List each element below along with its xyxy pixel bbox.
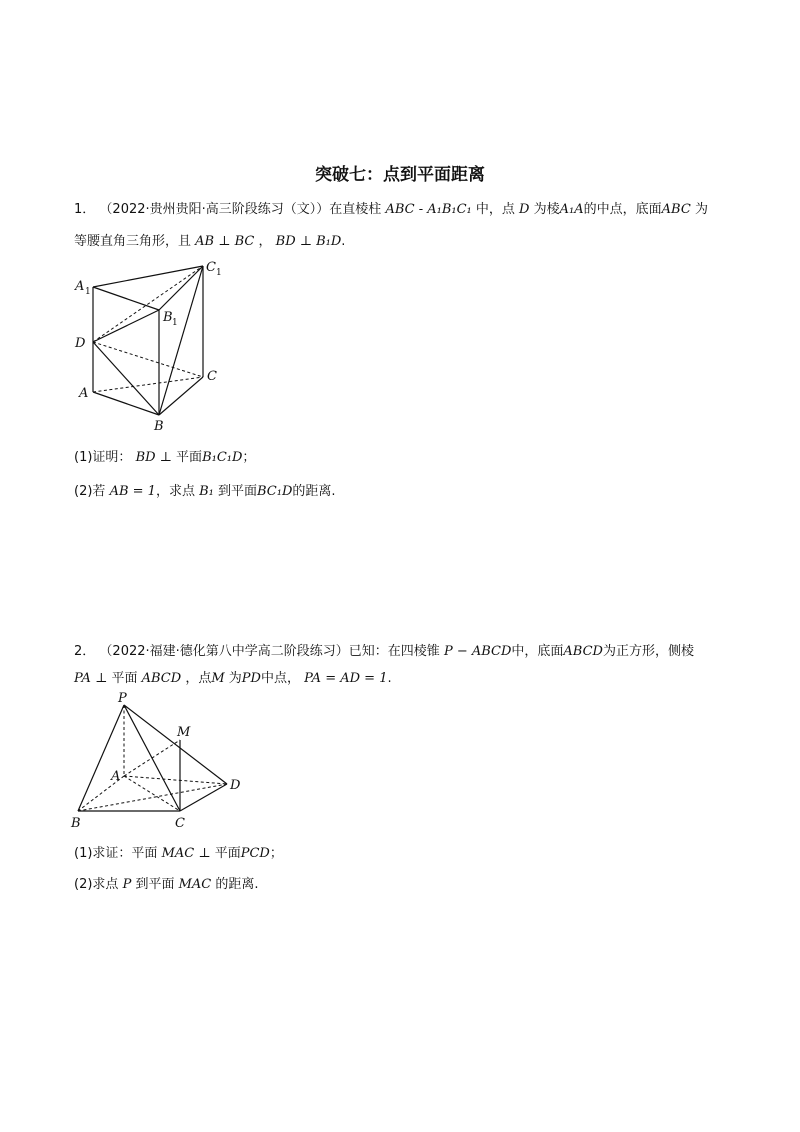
text: 为	[694, 202, 708, 217]
section-title: 突破七：点到平面距离	[315, 165, 485, 185]
text: 到平面	[135, 877, 175, 892]
math-A1A: A₁A	[559, 202, 584, 217]
edge-AC	[124, 776, 180, 811]
math-cond2: BD ⊥ B₁D	[275, 234, 342, 249]
label-A: A	[111, 769, 121, 784]
label-C1: C	[206, 260, 216, 275]
label-D: D	[230, 778, 241, 793]
math-D: D	[519, 202, 530, 217]
edge-DB1	[93, 310, 159, 342]
text: 平面	[111, 671, 138, 686]
text: 已知：在四棱锥	[348, 644, 440, 659]
text: 中，底面	[511, 644, 564, 659]
math-q2-3: BC₁D	[257, 484, 293, 499]
text: (1)证明：	[74, 450, 132, 465]
text: 等腰直角三角形，且	[74, 234, 192, 249]
math-q1-1: BD ⊥	[135, 450, 172, 465]
text: 平面	[176, 450, 203, 465]
problem2-source: （2022·福建·德化第八中学高二阶段练习）	[99, 644, 349, 659]
text: 到平面	[218, 484, 258, 499]
text: 的距离.	[215, 877, 259, 892]
label-B: B	[154, 419, 164, 434]
text: 为	[228, 671, 242, 686]
prism-figure	[70, 255, 230, 435]
text: .	[387, 671, 392, 686]
text: (2)求点	[74, 877, 119, 892]
math-eq: PA = AD = 1	[304, 671, 388, 686]
label-D: D	[75, 336, 86, 351]
math-q2-2: B₁	[199, 484, 214, 499]
label-B1-sub: 1	[172, 318, 178, 328]
math-PD: PD	[241, 671, 261, 686]
text: ；	[269, 846, 283, 861]
math-PA: PA ⊥	[74, 671, 108, 686]
math-prism: ABC - A₁B₁C₁	[385, 202, 472, 217]
text: (2)若	[74, 484, 106, 499]
math-ABCD: ABCD	[141, 671, 182, 686]
problem1-line2	[74, 230, 345, 249]
problem1-source: （2022·贵州贵阳·高三阶段练习（文））	[99, 202, 330, 217]
text: (1)求证：平面	[74, 846, 158, 861]
edge-BC	[159, 377, 203, 415]
edge-A1C1	[93, 266, 203, 287]
math-pyramid: P − ABCD	[443, 644, 512, 659]
edge-AM	[124, 740, 180, 776]
math-cond1: AB ⊥ BC	[195, 234, 255, 249]
label-M: M	[177, 725, 191, 740]
math-q1-1: MAC ⊥	[161, 846, 211, 861]
edge-DC1	[93, 266, 203, 342]
math-q2-2: MAC	[178, 877, 212, 892]
text: 中点，	[260, 671, 300, 686]
problem1-q1	[74, 446, 255, 465]
label-C: C	[175, 816, 185, 831]
edge-PB	[78, 705, 124, 811]
math-base: ABCD	[563, 644, 603, 659]
problem1-number: 1．	[74, 202, 96, 217]
problem2-q2	[74, 873, 259, 892]
problem2-line1	[74, 640, 694, 659]
edge-PD	[124, 705, 227, 784]
math-ABC: ABC	[661, 202, 691, 217]
text: 为正方形，侧棱	[602, 644, 694, 659]
text: ，点	[185, 671, 212, 686]
text: 在直棱柱	[329, 202, 382, 217]
label-B1: B	[163, 310, 173, 325]
problem2-number: 2．	[74, 644, 96, 659]
math-q1-2: PCD	[240, 846, 270, 861]
math-q2-1: P	[122, 877, 132, 892]
math-M: M	[211, 671, 225, 686]
text: 的中点，底面	[583, 202, 662, 217]
label-A: A	[79, 386, 89, 401]
math-q1-2: B₁C₁D	[202, 450, 243, 465]
problem2-line2	[74, 667, 392, 686]
problem1-line1	[74, 198, 708, 217]
label-A1: A	[75, 279, 85, 294]
label-A1-sub: 1	[85, 287, 91, 297]
label-C: C	[207, 369, 217, 384]
text: ；	[242, 450, 256, 465]
text: 平面	[214, 846, 241, 861]
problem2-q1	[74, 842, 283, 861]
pyramid-figure	[68, 690, 248, 835]
text: 中，点	[475, 202, 515, 217]
edge-AC	[93, 377, 203, 392]
problem1-q2	[74, 480, 336, 499]
text: ，	[258, 234, 272, 249]
text: ，求点	[155, 484, 195, 499]
text: 的距离.	[292, 484, 336, 499]
edge-A1B1	[93, 287, 159, 310]
text: 为棱	[533, 202, 560, 217]
label-P: P	[118, 691, 127, 706]
edge-AD	[124, 776, 227, 784]
math-q2-1: AB = 1	[109, 484, 156, 499]
text: .	[341, 234, 346, 249]
label-B: B	[71, 816, 81, 831]
label-C1-sub: 1	[216, 268, 222, 278]
